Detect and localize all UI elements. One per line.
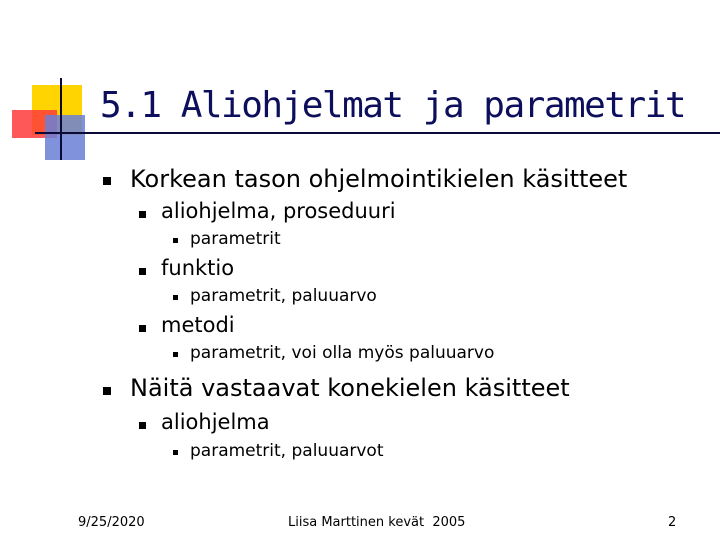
bullet-text-level2: aliohjelma, proseduuri xyxy=(161,199,396,223)
decor-vertical-line xyxy=(60,78,62,160)
bullet-text-level2: metodi xyxy=(161,313,235,337)
bullet-marker xyxy=(103,177,111,185)
slide-title: 5.1 Aliohjelmat ja parametrit xyxy=(100,85,686,126)
decor-blue-square xyxy=(45,115,85,160)
bullet-marker xyxy=(139,325,146,332)
bullet-text-level2: aliohjelma xyxy=(161,410,270,434)
bullet-text-level2: funktio xyxy=(161,256,235,280)
bullet-text-level3: parametrit, voi olla myös paluuarvo xyxy=(190,343,495,363)
title-underline xyxy=(35,132,720,134)
footer-date: 9/25/2020 xyxy=(78,515,145,530)
bullet-text-level1: Korkean tason ohjelmointikielen käsitteet xyxy=(130,165,628,193)
bullet-marker xyxy=(139,268,146,275)
bullet-marker xyxy=(173,238,178,243)
bullet-text-level3: parametrit xyxy=(190,229,281,249)
footer-author: Liisa Marttinen kevät 2005 xyxy=(288,515,466,530)
bullet-marker xyxy=(173,450,178,455)
bullet-marker xyxy=(139,422,146,429)
bullet-text-level3: parametrit, paluuarvot xyxy=(190,441,384,461)
bullet-marker xyxy=(173,352,178,357)
bullet-text-level1: Näitä vastaavat konekielen käsitteet xyxy=(130,374,570,402)
bullet-text-level3: parametrit, paluuarvo xyxy=(190,286,377,306)
bullet-marker xyxy=(103,387,111,395)
page-number: 2 xyxy=(668,515,677,530)
bullet-marker xyxy=(173,295,178,300)
bullet-marker xyxy=(139,211,146,218)
